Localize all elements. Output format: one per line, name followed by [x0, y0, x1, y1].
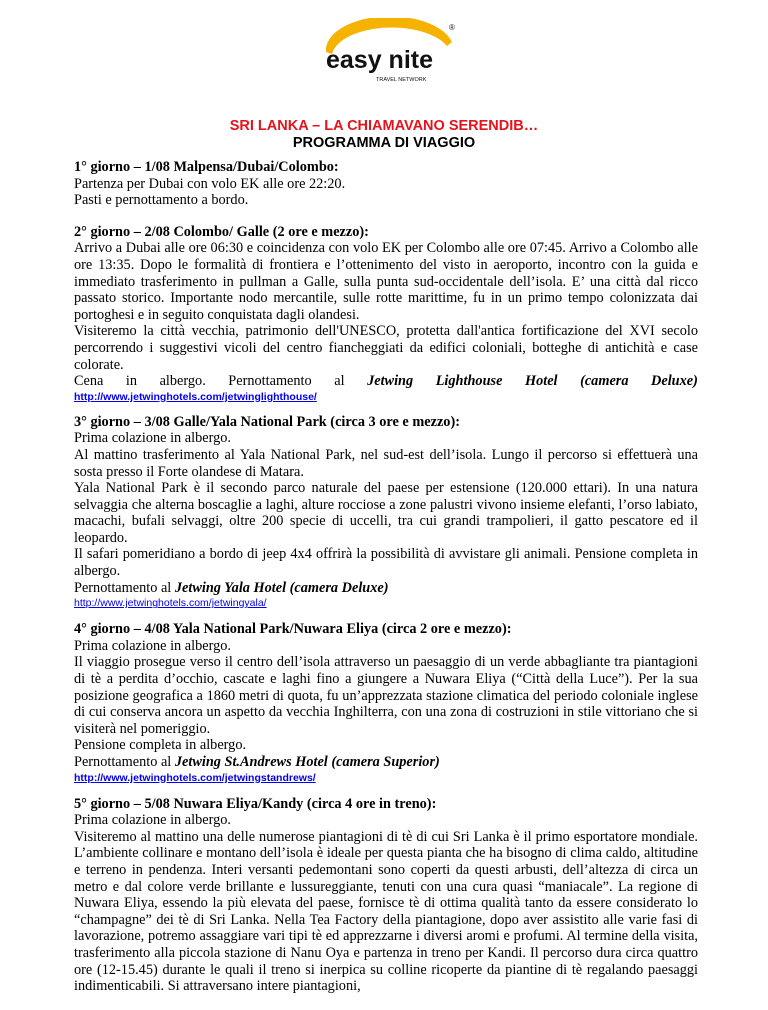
day-heading: 2° giorno – 2/08 Colombo/ Galle (2 ore e mezzo):: [74, 223, 369, 240]
hotel-name-word: Jetwing: [367, 373, 414, 390]
accommodation-line: [74, 373, 698, 390]
stay-prefix: Pernottamento al: [74, 579, 175, 596]
day-heading: 5° giorno – 5/08 Nuwara Eliya/Kandy (circa 4 ore in treno):: [74, 795, 437, 812]
day-3: [74, 414, 698, 611]
day-line: Partenza per Dubai con volo EK alle ore 22:20.: [74, 175, 346, 192]
day-4: [74, 621, 698, 784]
accommodation-line: [74, 754, 698, 771]
itinerary: [74, 159, 698, 1010]
easy-nite-logo: [320, 18, 460, 90]
day-line: Prima colazione in albergo.: [74, 430, 231, 447]
day-line: Pasti e pernottamento a bordo.: [74, 192, 249, 209]
day-paragraph: Al mattino trasferimento al Yala National Park, nel sud-est dell’isola. Lungo il percorso si effettuerà una sosta presso il Forte olandese di Matara.: [74, 446, 698, 480]
hotel-link[interactable]: http://www.jetwinghotels.com/jetwingstandrews/: [74, 771, 316, 784]
day-2: [74, 224, 698, 404]
document-header: [0, 118, 768, 152]
document-subtitle: PROGRAMMA DI VIAGGIO: [292, 135, 476, 151]
word: albergo.: [159, 373, 206, 390]
day-paragraph: Visiteremo la città vecchia, patrimonio dell'UNESCO, protetta dall'antica fortificazione del XVI secolo percorrendo i suggestivi vicoli del centro fiancheggiati da edifici coloniali, botteghe di antichità e case colorate.: [74, 323, 698, 373]
hotel-link[interactable]: http://www.jetwinghotels.com/jetwingyala/: [74, 597, 267, 610]
day-paragraph: Il safari pomeridiano a bordo di jeep 4x4 offrirà la possibilità di avvistare gli animali. Pensione completa in albergo.: [74, 546, 698, 580]
hotel-name-word: (camera: [580, 373, 629, 390]
day-paragraph: Yala National Park è il secondo parco naturale del paese per estensione (120.000 ettari). In una natura selvaggia che alterna boscaglie a laghi, alture rocciose a zone palustri vivono insieme elefanti, l’orso labiato, macachi, bufali selvaggi, oltre 200 specie di uccelli, tra cui grandi trampolieri, il gatto pescatore ed il leopardo.: [74, 480, 698, 546]
word: al: [334, 373, 345, 390]
day-heading: 3° giorno – 3/08 Galle/Yala National Park (circa 3 ore e mezzo):: [74, 413, 460, 430]
accommodation-line: [74, 580, 698, 597]
day-line: Pensione completa in albergo.: [74, 737, 247, 754]
hotel-name: Jetwing St.Andrews Hotel (camera Superior): [174, 754, 440, 770]
day-paragraph: Visiteremo al mattino una delle numerose piantagioni di tè di cui Sri Lanka è il primo esportatore mondiale. L’ambiente collinare e montano dell’isola è ideale per questa pianta che ha bisogno di clima caldo, altitudine e terreno in pendenza. Interi versanti pedemontani sono coperti da questi arbusti, dell’altezza di circa un metro e dal colore verde brillante e lussureggiante, tenuti con una cura quasi “maniacale”. La regione di Nuwara Eliya, essendo la più elevata del paese, fornisce tè di ottima qualità tanto da essere considerato lo “champagne” dei tè di Sri Lanka. Nella Tea Factory della piantagione, dopo aver assistito alle varie fasi di lavorazione, potremo assaggiare vari tipi tè ed apprezzarne i diversi aromi e profumi. Al termine della visita, trasferimento alla piccola stazione di Nanu Oya e partenza in treno per Kandi. Il percorso dura circa quattro ore (12-15.45) durante le quali il treno si inerpica su colline ricoperte da piantine di tè regalando paesaggi indimenticabili. Si attraversano intere piantagioni,: [74, 828, 698, 995]
logo-registered-mark: ®: [449, 23, 455, 32]
hotel-name-word: Deluxe): [651, 373, 698, 390]
day-5: [74, 796, 698, 995]
day-paragraph: Il viaggio prosegue verso il centro dell’isola attraverso un paesaggio di un verde abbagliante tra piantagioni di tè a perdita d’occhio, cascate e laghi fino a giungere a Nuwara Eliya (“Città della Luce”). Per la sua posizione geografica a 1860 metri di quota, fu un’apprezzata stazione climatica del periodo coloniale inglese di cui conserva ancora un aspetto da vecchia Inghilterra, con una zona di costruzioni in stile vittoriano che si visiterà nel pomeriggio.: [74, 654, 698, 737]
word: Cena: [74, 373, 104, 390]
logo-brand: easy nite: [326, 46, 434, 74]
day-line: Prima colazione in albergo.: [74, 812, 231, 829]
day-1: [74, 159, 698, 209]
logo-tagline: TRAVEL NETWORK: [376, 77, 427, 83]
day-heading: 1° giorno – 1/08 Malpensa/Dubai/Colombo:: [74, 159, 339, 175]
hotel-name: Jetwing Yala Hotel (camera Deluxe): [174, 579, 389, 596]
stay-prefix: Pernottamento al: [74, 754, 175, 770]
hotel-name-word: Lighthouse: [435, 373, 503, 390]
hotel-link[interactable]: http://www.jetwinghotels.com/jetwinglighthouse/: [74, 390, 317, 403]
day-paragraph: Arrivo a Dubai alle ore 06:30 e coincidenza con volo EK per Colombo alle ore 07:45. Arrivo a Colombo alle ore 13:35. Dopo le formalità di frontiera e l’ottenimento del visto in aeroporto, incontro con la guida e immediato trasferimento in pullman a Galle, sulla punta sud-occidentale dell’isola. E’ una città dal ricco passato storico. Importante nodo mercantile, sulle rotte marittime, fu in un primo tempo colonizzata dai portoghesi e in seguito conquistata dagli olandesi.: [74, 240, 698, 323]
document-title: SRI LANKA – LA CHIAMAVANO SERENDIB…: [229, 118, 539, 134]
day-heading: 4° giorno – 4/08 Yala National Park/Nuwara Eliya (circa 2 ore e mezzo):: [74, 621, 512, 638]
word: Pernottamento: [228, 373, 312, 390]
word: in: [125, 373, 138, 390]
day-line: Prima colazione in albergo.: [74, 637, 231, 654]
hotel-name-word: Hotel: [524, 373, 558, 390]
